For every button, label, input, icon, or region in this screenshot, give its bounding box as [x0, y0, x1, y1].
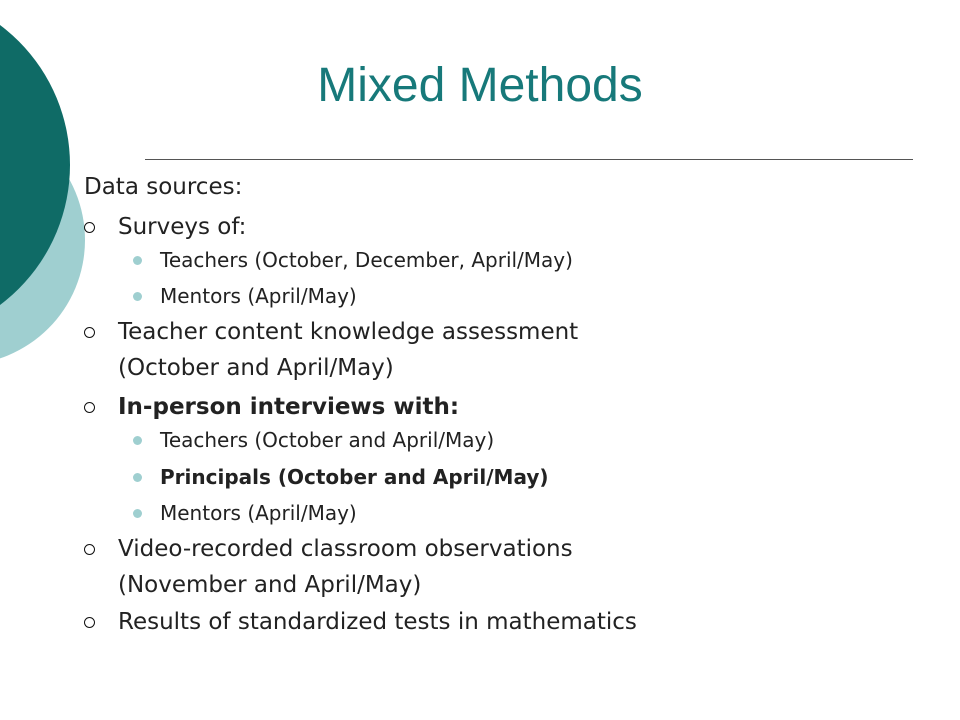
sub-bullet-text: Mentors (April/May)	[160, 284, 357, 308]
hollow-bullet-icon	[84, 617, 95, 628]
bullet-continuation: (November and April/May)	[118, 572, 422, 598]
dot-bullet-icon	[133, 256, 142, 265]
dot-bullet-icon	[133, 292, 142, 301]
dot-bullet-icon	[133, 509, 142, 518]
hollow-bullet-icon	[84, 402, 95, 413]
bullet-continuation: (October and April/May)	[118, 355, 394, 381]
title-divider	[145, 159, 913, 160]
bullet-text: In-person interviews with:	[118, 394, 460, 420]
bullet-text: Video-recorded classroom observations	[118, 536, 573, 562]
bullet-text: Results of standardized tests in mathematics	[118, 609, 637, 635]
data-sources-heading: Data sources:	[84, 174, 243, 200]
hollow-bullet-icon	[84, 544, 95, 555]
sub-bullet-text: Mentors (April/May)	[160, 501, 357, 525]
hollow-bullet-icon	[84, 327, 95, 338]
dot-bullet-icon	[133, 436, 142, 445]
slide-title: Mixed Methods	[317, 59, 643, 112]
bullet-text: Surveys of:	[118, 214, 247, 240]
bullet-text: Teacher content knowledge assessment	[118, 319, 579, 345]
sub-bullet-text: Principals (October and April/May)	[160, 465, 549, 489]
hollow-bullet-icon	[84, 222, 95, 233]
dot-bullet-icon	[133, 473, 142, 482]
sub-bullet-text: Teachers (October and April/May)	[160, 428, 495, 452]
sub-bullet-text: Teachers (October, December, April/May)	[160, 248, 573, 272]
